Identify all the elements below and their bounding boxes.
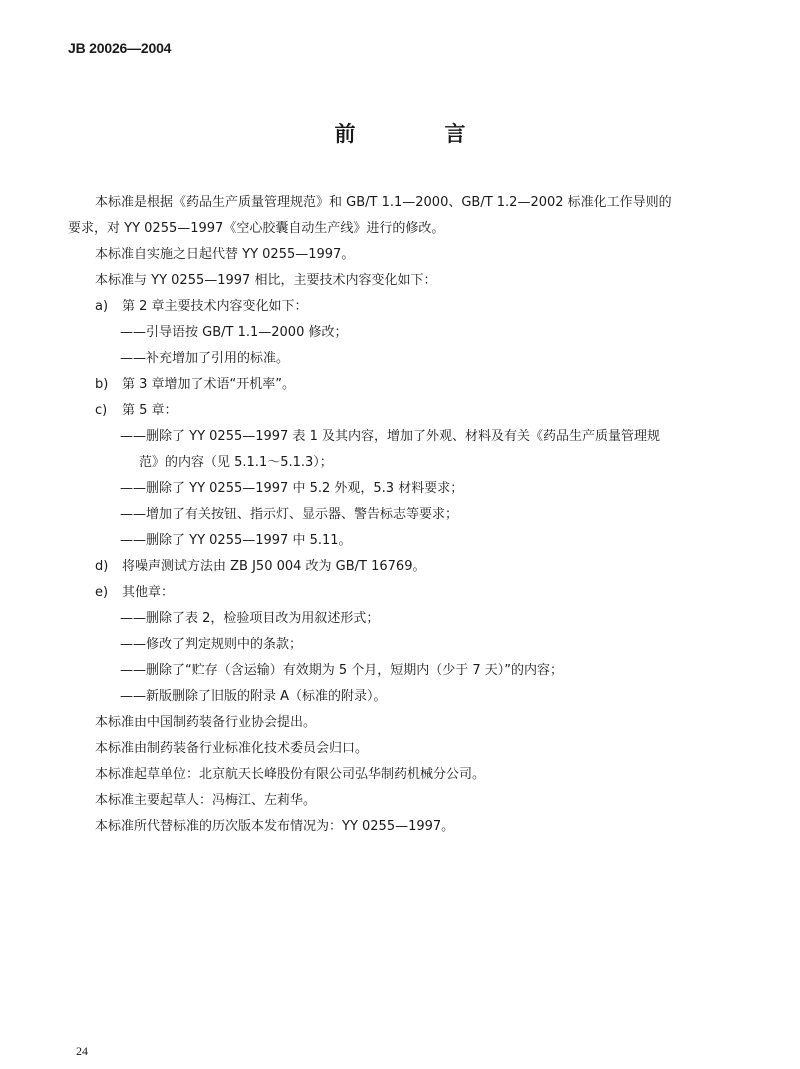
standard-code: JB 20026—2004 <box>68 40 172 56</box>
list-item-text: 其他章： <box>122 585 175 600</box>
paragraph: 本标准由制药装备行业标准化技术委员会归口。 <box>95 741 369 756</box>
paragraph: 本标准与 YY 0255—1997 相比，主要技术内容变化如下： <box>95 273 437 288</box>
dash-item: ——删除了 YY 0255—1997 中 5.2 外观，5.3 材料要求； <box>120 481 464 496</box>
page-number: 24 <box>76 1044 88 1058</box>
list-item <box>68 580 748 606</box>
dash-item: ——删除了“贮存（含运输）有效期为 5 个月，短期内（少于 7 天）”的内容； <box>120 663 564 678</box>
dash-item: ——补充增加了引用的标准。 <box>120 351 290 366</box>
dash-item: ——删除了 YY 0255—1997 中 5.11。 <box>120 533 352 548</box>
list-item-label: e) <box>95 585 109 600</box>
list-item <box>68 398 748 424</box>
list-item-label: c) <box>95 403 108 418</box>
paragraph: 本标准所代替标准的历次版本发布情况为：YY 0255—1997。 <box>95 819 455 834</box>
dash-item: ——删除了表 2，检验项目改为用叙述形式； <box>120 611 380 626</box>
list-item <box>68 372 748 398</box>
list-item <box>68 554 748 580</box>
dash-item: ——修改了判定规则中的条款； <box>120 637 303 652</box>
paragraph: 本标准起草单位：北京航天长峰股份有限公司弘华制药机械分公司。 <box>95 767 486 782</box>
dash-item: 范》的内容（见 5.1.1～5.1.3）； <box>139 455 333 470</box>
list-item <box>68 294 748 320</box>
list-item-text: 第 3 章增加了术语“开机率”。 <box>122 377 296 392</box>
paragraph: 本标准主要起草人：冯梅江、左莉华。 <box>95 793 317 808</box>
foreword-body <box>68 190 748 840</box>
paragraph-continuation: 要求，对 YY 0255—1997《空心胶囊自动生产线》进行的修改。 <box>68 221 445 236</box>
dash-item: ——增加了有关按钮、指示灯、显示器、警告标志等要求； <box>120 507 459 522</box>
list-item-text: 第 2 章主要技术内容变化如下： <box>122 299 308 314</box>
dash-item: ——引导语按 GB/T 1.1—2000 修改； <box>120 325 348 340</box>
page-title: 前 言 <box>334 122 500 146</box>
paragraph: 本标准自实施之日起代替 YY 0255—1997。 <box>95 247 355 262</box>
list-item-label: a) <box>95 299 109 314</box>
dash-item: ——新版删除了旧版的附录 A（标准的附录）。 <box>120 689 387 704</box>
list-item-text: 第 5 章： <box>122 403 178 418</box>
list-item-label: d) <box>95 559 109 574</box>
paragraph: 本标准是根据《药品生产质量管理规范》和 GB/T 1.1—2000、GB/T 1.2—2002 标准化工作导则的 <box>95 195 672 210</box>
dash-item: ——删除了 YY 0255—1997 表 1 及其内容，增加了外观、材料及有关《药品生产质量管理规 <box>120 429 660 444</box>
list-item-label: b) <box>95 377 109 392</box>
list-item-text: 将噪声测试方法由 ZB J50 004 改为 GB/T 16769。 <box>122 559 426 574</box>
paragraph: 本标准由中国制药装备行业协会提出。 <box>95 715 317 730</box>
